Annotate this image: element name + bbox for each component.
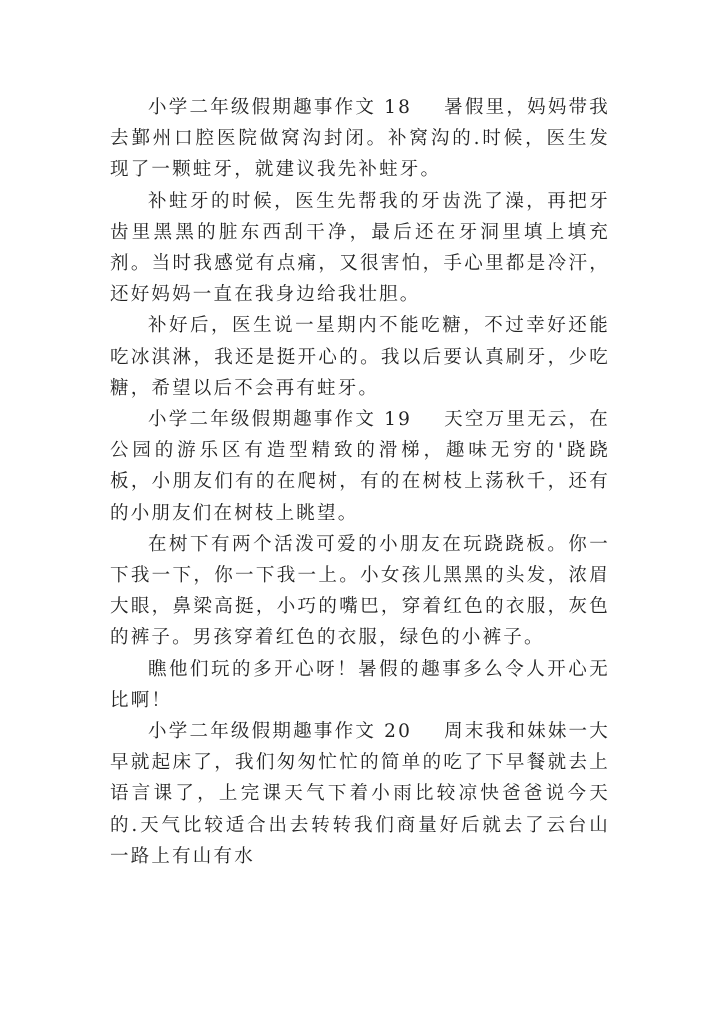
paragraph-after-filling — [110, 310, 610, 404]
paragraph-essay-19-intro — [110, 404, 610, 529]
essay-heading-19: 小学二年级假期趣事作文 19 — [148, 409, 413, 431]
essay-heading-18: 小学二年级假期趣事作文 18 — [148, 97, 413, 118]
paragraph-essay-18-intro — [110, 92, 610, 186]
document-body — [110, 92, 610, 872]
paragraph-text: 补蛀牙的时候，医生先帮我的牙齿洗了澡，再把牙齿里黑黑的脏东西刮干净，最后还在牙洞里填上填充剂。当时我感觉有点痛，又很害怕，手心里都是冷汗，还好妈妈一直在我身边给我壮胆。 — [110, 190, 610, 306]
paragraph-text: 周末我和妹妹一大早就起床了，我们匆匆忙忙的简单的吃了下早餐就去上语言课了，上完课天气下着小雨比较凉快爸爸说今天的.天气比较适合出去转转我们商量好后就去了云台山一路上有山有水 — [110, 721, 610, 867]
paragraph-text: 天空万里无云，在公园的游乐区有造型精致的滑梯，趣味无穷的'跷跷板，小朋友们有的在爬树，有的在树枝上荡秋千，还有的小朋友们在树枝上眺望。 — [110, 409, 610, 524]
paragraph-seesaw — [110, 529, 610, 654]
paragraph-text: 瞧他们玩的多开心呀！暑假的趣事多么令人开心无比啊！ — [110, 658, 610, 711]
essay-heading-20: 小学二年级假期趣事作文 20 — [148, 721, 413, 743]
paragraph-text: 暑假里，妈妈带我去鄞州口腔医院做窝沟封闭。补窝沟的.时候，医生发现了一颗蛀牙，就建议我先补蛀牙。 — [110, 97, 610, 181]
paragraph-essay-20-intro — [110, 716, 610, 872]
paragraph-filling-process — [110, 186, 610, 311]
paragraph-happy — [110, 654, 610, 716]
paragraph-text: 在树下有两个活泼可爱的小朋友在玩跷跷板。你一下我一下，你一下我一上。小女孩儿黑黑的头发，浓眉大眼，鼻梁高挺，小巧的嘴巴，穿着红色的衣服，灰色的裤子。男孩穿着红色的衣服，绿色的小裤子。 — [110, 533, 610, 649]
paragraph-text: 补好后，医生说一星期内不能吃糖，不过幸好还能吃冰淇淋，我还是挺开心的。我以后要认真刷牙，少吃糖，希望以后不会再有蛀牙。 — [110, 315, 610, 399]
